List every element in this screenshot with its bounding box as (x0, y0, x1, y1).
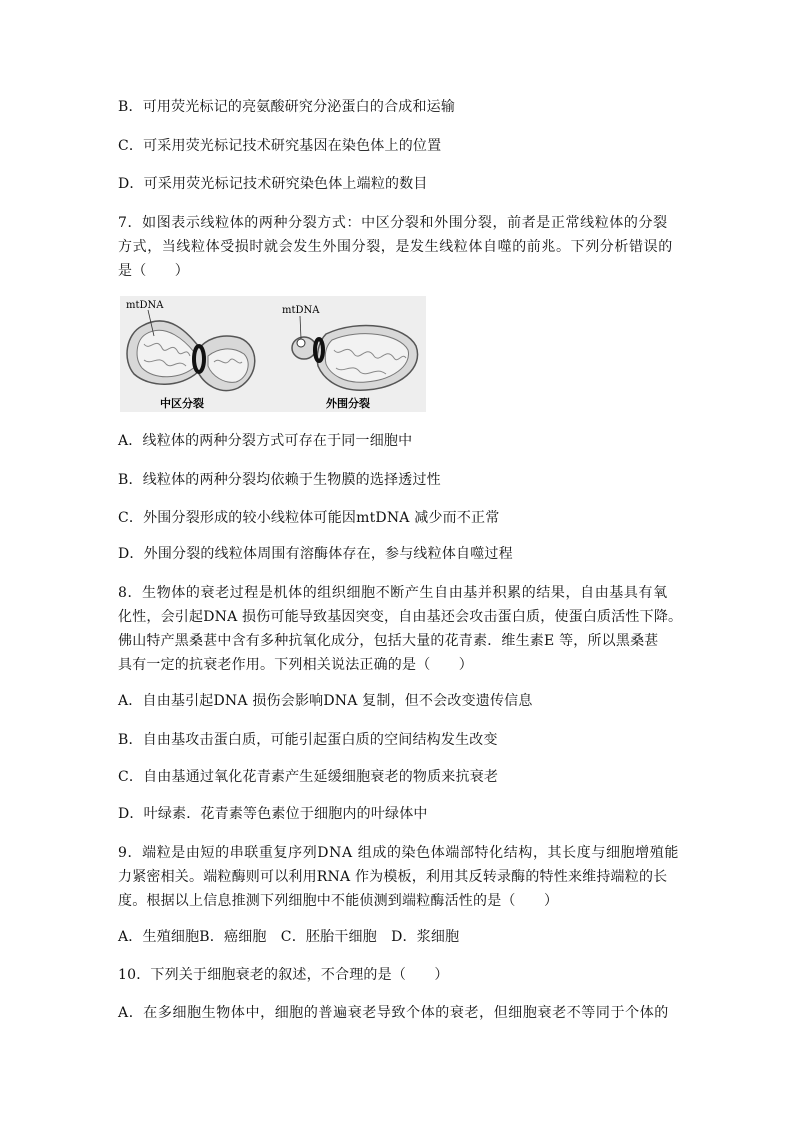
caption-peripheral-division: 外围分裂 (326, 397, 370, 410)
q7-option-c: C．外围分裂形成的较小线粒体可能因mtDNA 减少而不正常 (118, 510, 500, 526)
q9-options: A．生殖细胞B．癌细胞 C．胚胎干细胞 D．浆细胞 (118, 929, 460, 945)
mitochondria-division-figure (120, 296, 426, 412)
q8-stem-line1: 8．生物体的衰老过程是机体的组织细胞不断产生自由基并积累的结果，自由基具有氧 (118, 585, 668, 601)
q9-stem-line2: 力紧密相关。端粒酶则可以利用RNA 作为模板，利用其反转录酶的特性来维持端粒的长 (118, 869, 668, 885)
q10-stem: 10．下列关于细胞衰老的叙述，不合理的是（ ） (118, 967, 449, 983)
q8-option-a: A．自由基引起DNA 损伤会影响DNA 复制，但不会改变遗传信息 (118, 693, 533, 709)
mtdna-label-left: mtDNA (126, 300, 164, 311)
q6-option-d: D．可采用荧光标记技术研究染色体上端粒的数目 (118, 176, 428, 192)
q7-stem-line3: 是（ ） (118, 263, 189, 279)
q8-option-d: D．叶绿素．花青素等色素位于细胞内的叶绿体中 (118, 806, 428, 822)
q6-option-c: C．可采用荧光标记技术研究基因在染色体上的位置 (118, 138, 442, 154)
q8-stem-line4: 具有一定的抗衰老作用。下列相关说法正确的是（ ） (118, 657, 473, 673)
q8-option-c: C．自由基通过氧化花青素产生延缓细胞衰老的物质来抗衰老 (118, 769, 499, 785)
q7-option-d: D．外围分裂的线粒体周围有溶酶体存在，参与线粒体自噬过程 (118, 546, 513, 562)
q10-option-a: A．在多细胞生物体中，细胞的普遍衰老导致个体的衰老，但细胞衰老不等同于个体的 (118, 1005, 669, 1021)
q9-stem-line1: 9．端粒是由短的串联重复序列DNA 组成的染色体端部特化结构，其长度与细胞增殖能 (118, 845, 679, 861)
q9-stem-line3: 度。根据以上信息推测下列细胞中不能侦测到端粒酶活性的是（ ） (118, 893, 559, 909)
mtdna-label-right: mtDNA (282, 305, 320, 316)
q7-stem-line1: 7．如图表示线粒体的两种分裂方式：中区分裂和外围分裂，前者是正常线粒体的分裂 (118, 215, 668, 231)
q6-option-b: B．可用荧光标记的亮氨酸研究分泌蛋白的合成和运输 (118, 99, 456, 115)
q8-option-b: B．自由基攻击蛋白质，可能引起蛋白质的空间结构发生改变 (118, 732, 498, 748)
q7-option-a: A．线粒体的两种分裂方式可存在于同一细胞中 (118, 433, 413, 449)
q7-option-b: B．线粒体的两种分裂均依赖于生物膜的选择透过性 (118, 472, 441, 488)
q8-stem-line3: 佛山特产黑桑葚中含有多种抗氧化成分，包括大量的花青素．维生素E 等，所以黑桑葚 (118, 633, 659, 649)
q7-stem-line2: 方式，当线粒体受损时就会发生外围分裂，是发生线粒体自噬的前兆。下列分析错误的 (118, 239, 673, 255)
caption-middle-division: 中区分裂 (160, 397, 204, 410)
q8-stem-line2: 化性，会引起DNA 损伤可能导致基因突变，自由基还会攻击蛋白质，使蛋白质活性下降。 (118, 609, 683, 625)
